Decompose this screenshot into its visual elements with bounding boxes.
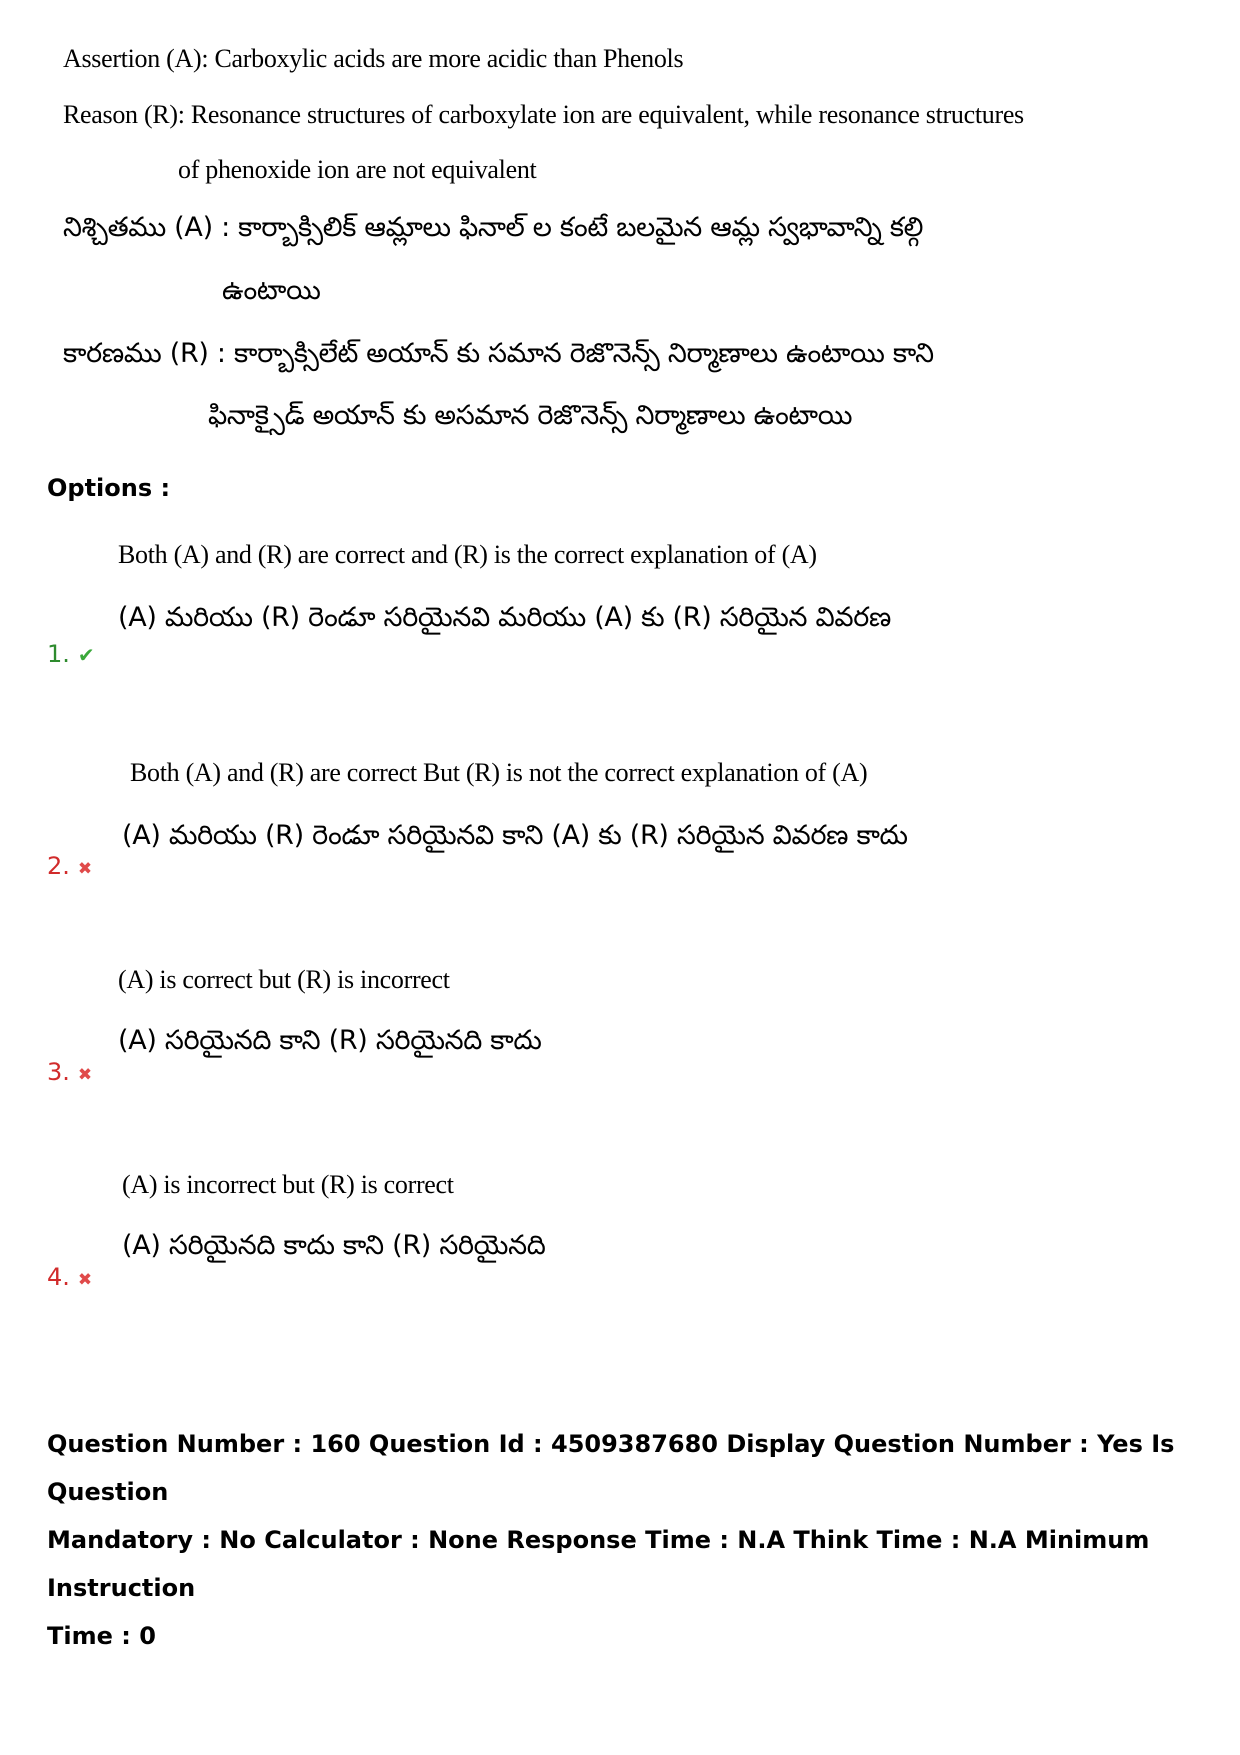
cross-icon: ✖ bbox=[77, 1065, 93, 1085]
option-number-label: 4. bbox=[47, 1263, 70, 1291]
question-metadata-line3: Time : 0 bbox=[47, 1622, 156, 1650]
option-text-telugu: (A) మరియు (R) రెండూ సరియైనవి మరియు (A) కు (R) సరియైన వివరణ bbox=[118, 602, 891, 633]
option-number bbox=[47, 1263, 92, 1291]
option-number bbox=[47, 852, 92, 880]
assertion-english: Assertion (A): Carboxylic acids are more acidic than Phenols bbox=[63, 44, 684, 73]
check-icon: ✔ bbox=[77, 643, 95, 667]
reason-telugu-line2: ఫినాక్సైడ్ అయాన్ కు అసమాన రెజొనెన్స్ నిర్మాణాలు ఉంటాయి bbox=[208, 400, 853, 431]
option-text-telugu: (A) సరియైనది కాని (R) సరియైనది కాదు bbox=[118, 1025, 542, 1056]
assertion-telugu-line1: నిశ్చితము (A) : కార్బాక్సిలిక్ ఆమ్లాలు ఫినాల్ ల కంటే బలమైన ఆమ్ల స్వభావాన్ని కల్గి bbox=[63, 212, 924, 243]
reason-telugu-line1: కారణము (R) : కార్బాక్సిలేట్ అయాన్ కు సమాన రెజొనెన్స్ నిర్మాణాలు ఉంటాయి కాని bbox=[63, 338, 934, 369]
question-metadata-line2: Mandatory : No Calculator : None Response Time : N.A Think Time : N.A Minimum Instruction bbox=[47, 1526, 1150, 1602]
cross-icon: ✖ bbox=[77, 1270, 93, 1290]
question-metadata-line1: Question Number : 160 Question Id : 4509387680 Display Question Number : Yes Is Question bbox=[47, 1430, 1175, 1506]
option-number bbox=[47, 1058, 92, 1086]
question-metadata bbox=[47, 1420, 1207, 1660]
option-text-english: (A) is correct but (R) is incorrect bbox=[118, 965, 450, 994]
option-text-english: Both (A) and (R) are correct and (R) is the correct explanation of (A) bbox=[118, 540, 817, 569]
reason-english-line2: of phenoxide ion are not equivalent bbox=[178, 155, 537, 184]
option-number-label: 2. bbox=[47, 852, 70, 880]
reason-english-line1: Reason (R): Resonance structures of carboxylate ion are equivalent, while resonance structures bbox=[63, 100, 1024, 129]
option-number bbox=[47, 640, 95, 668]
options-heading: Options : bbox=[47, 474, 171, 502]
option-text-telugu: (A) మరియు (R) రెండూ సరియైనవి కాని (A) కు (R) సరియైన వివరణ కాదు bbox=[122, 820, 908, 851]
assertion-telugu-line2: ఉంటాయి bbox=[222, 275, 321, 306]
option-text-english: Both (A) and (R) are correct But (R) is not the correct explanation of (A) bbox=[130, 758, 868, 787]
option-number-label: 3. bbox=[47, 1058, 70, 1086]
cross-icon: ✖ bbox=[77, 859, 93, 879]
option-text-telugu: (A) సరియైనది కాదు కాని (R) సరియైనది bbox=[122, 1230, 546, 1261]
option-text-english: (A) is incorrect but (R) is correct bbox=[122, 1170, 454, 1199]
option-number-label: 1. bbox=[47, 640, 70, 668]
